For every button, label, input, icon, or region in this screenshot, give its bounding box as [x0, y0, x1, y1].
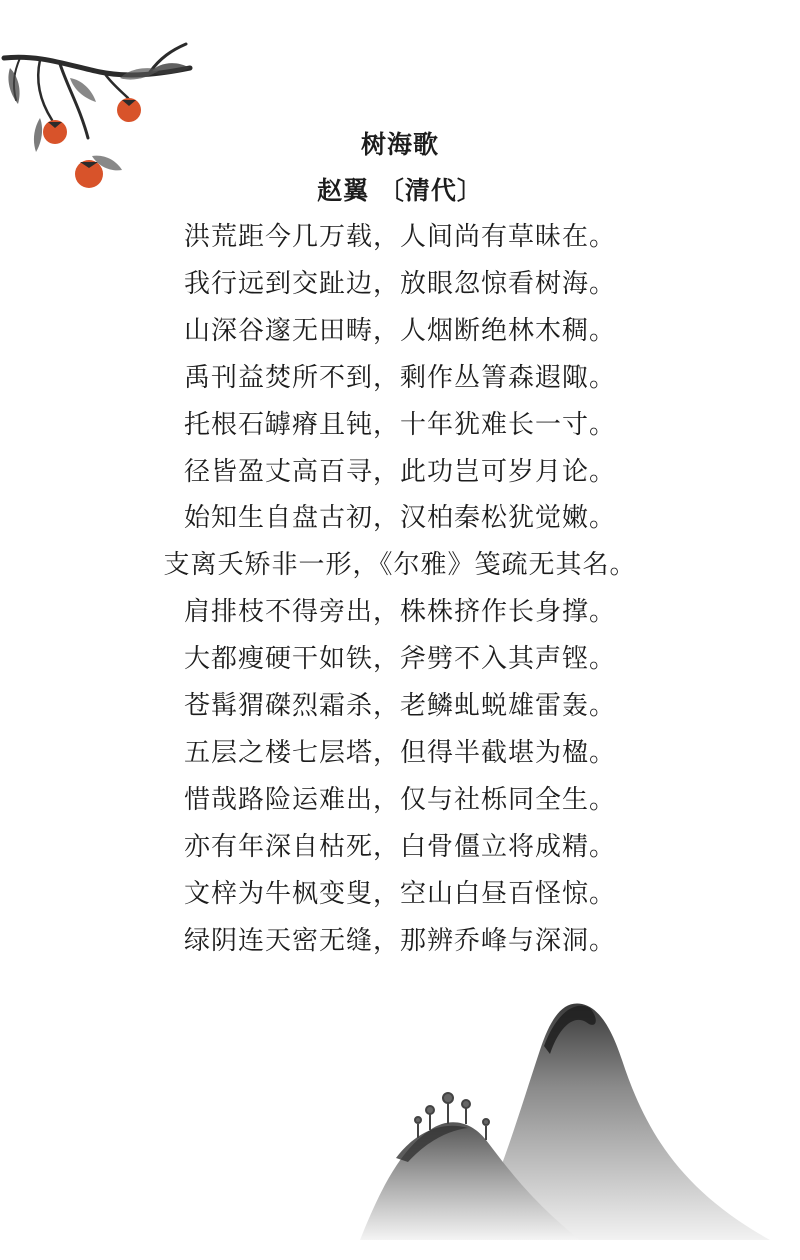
poem-line: 肩排枝不得旁出，株株挤作长身撑。 — [183, 597, 616, 628]
poem-author: 赵翼 〔清代〕 — [317, 176, 483, 205]
poem-line: 禹刊益焚所不到，剩作丛箐森遐陬。 — [183, 362, 616, 393]
poem-line: 大都瘦硬干如铁，斧劈不入其声铿。 — [183, 644, 616, 675]
poem-title: 树海歌 — [360, 130, 439, 159]
poem-line: 亦有年深自枯死，白骨僵立将成精。 — [183, 831, 616, 862]
poem-line: 苍髯猬磔烈霜杀，老鳞虬蜕雄雷轰。 — [183, 691, 616, 722]
poem-line: 始知生自盘古初，汉柏秦松犹觉嫩。 — [183, 503, 616, 534]
poem-line: 惜哉路险运难出，仅与社栎同全生。 — [183, 784, 616, 815]
poem-line: 五层之楼七层塔，但得半截堪为楹。 — [183, 737, 616, 768]
poem — [0, 122, 800, 965]
poem-line: 托根石罅瘠且钝，十年犹难长一寸。 — [183, 409, 616, 440]
poem-line: 洪荒距今几万载，人间尚有草昧在。 — [183, 222, 616, 252]
ink-mountain-icon — [300, 990, 800, 1260]
poem-line: 支离夭矫非一形，《尔雅》笺疏无其名。 — [163, 550, 637, 581]
poem-lines — [0, 214, 800, 965]
poem-line: 径皆盈丈高百寻，此功岂可岁月论。 — [183, 456, 616, 487]
poem-line: 山深谷邃无田畴，人烟断绝林木稠。 — [183, 315, 616, 346]
poem-line: 我行远到交趾边，放眼忽惊看树海。 — [183, 268, 616, 299]
poem-line: 文梓为牛枫变叟，空山白昼百怪惊。 — [183, 878, 616, 909]
poem-line: 绿阴连天密无缝，那辨乔峰与深洞。 — [183, 925, 616, 956]
